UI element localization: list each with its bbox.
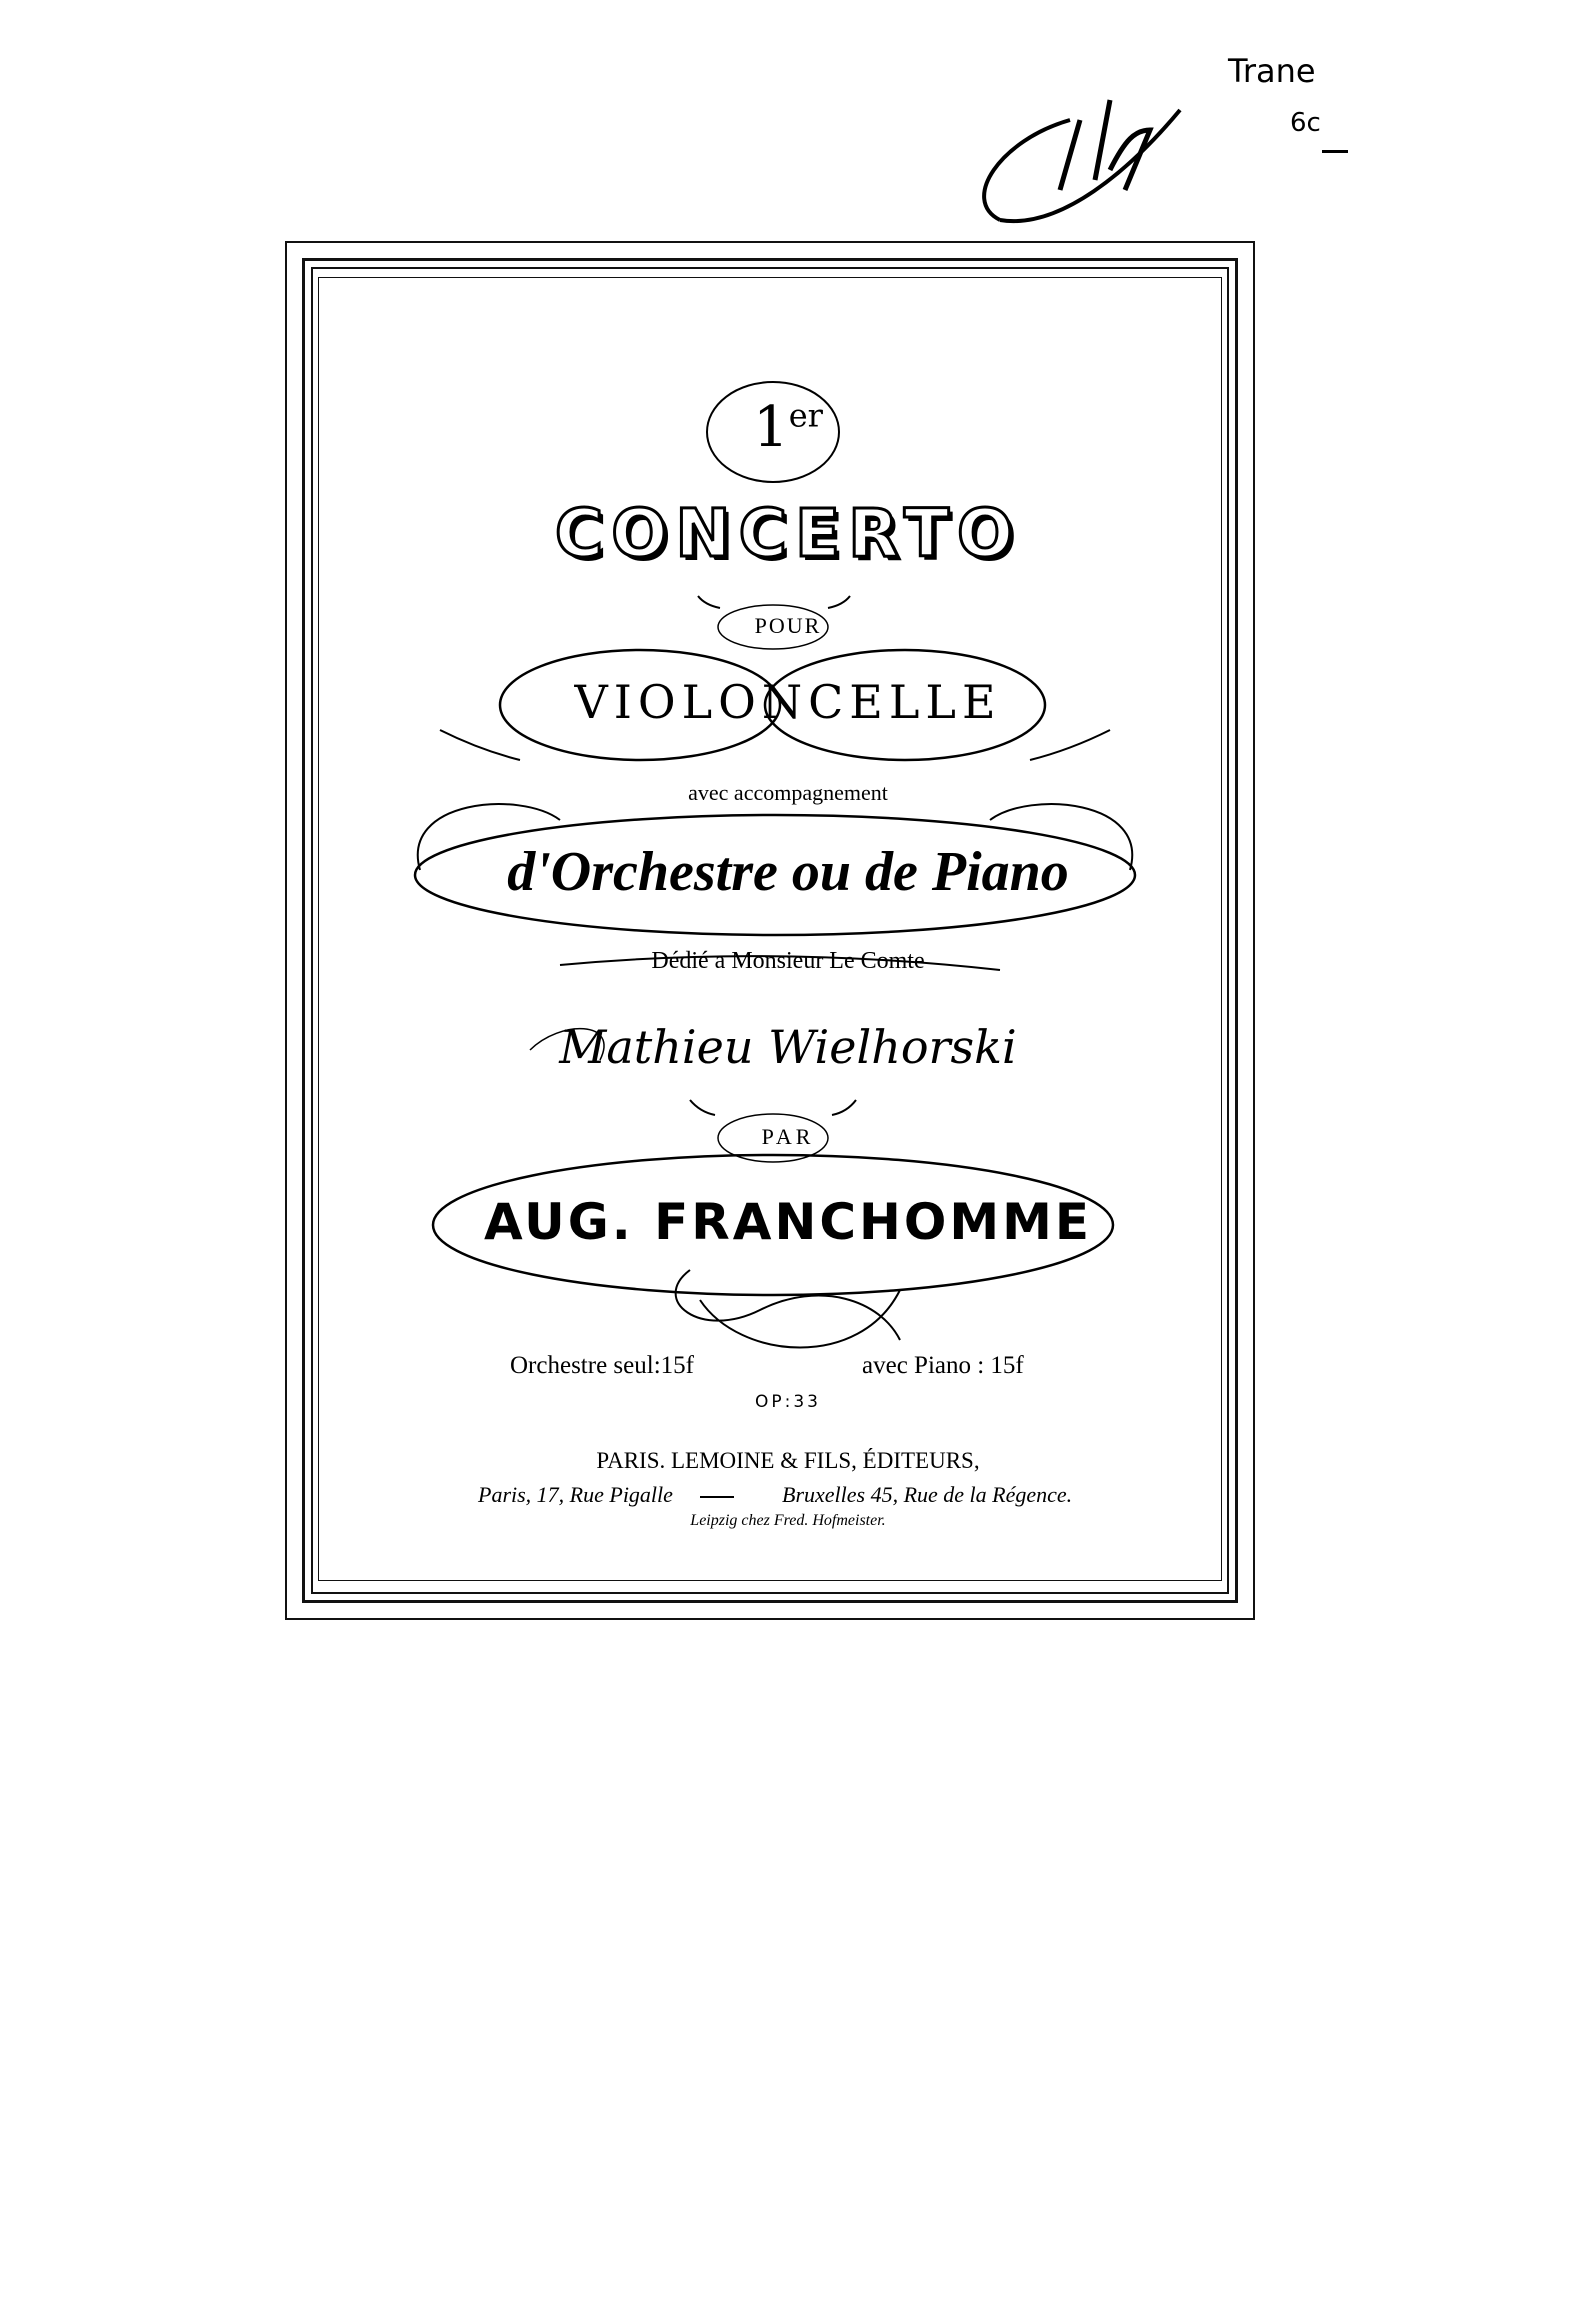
par-label: PAR	[761, 1124, 815, 1149]
address-bruxelles: Bruxelles 45, Rue de la Régence.	[782, 1482, 1073, 1507]
price-piano: avec Piano : 15f	[862, 1352, 1024, 1379]
accompaniment-intro: avec accompagnement	[688, 780, 888, 805]
price-orchestra: Orchestre seul:15f	[510, 1352, 694, 1379]
handwritten-note: Trane	[1228, 52, 1316, 90]
dedication-intro: Dédié a Monsieur Le Comte	[651, 948, 925, 974]
separator	[700, 1496, 734, 1498]
pour-label: POUR	[754, 613, 822, 638]
composer: AUG. FRANCHOMME	[483, 1193, 1093, 1251]
accompaniment: d'Orchestre ou de Piano	[507, 841, 1069, 903]
dedicatee: Mathieu Wielhorski	[559, 1020, 1017, 1074]
opus: OP:33	[755, 1392, 821, 1412]
leipzig: Leipzig chez Fred. Hofmeister.	[690, 1512, 886, 1529]
handwritten-note: 6c	[1290, 108, 1321, 138]
address-paris: Paris, 17, Rue Pigalle	[478, 1482, 673, 1507]
instrument: VIOLONCELLE	[574, 675, 1002, 729]
title: CONCERTO	[554, 495, 1022, 572]
ordinal: 1er	[753, 395, 823, 460]
publisher: PARIS. LEMOINE & FILS, ÉDITEURS,	[596, 1448, 980, 1473]
